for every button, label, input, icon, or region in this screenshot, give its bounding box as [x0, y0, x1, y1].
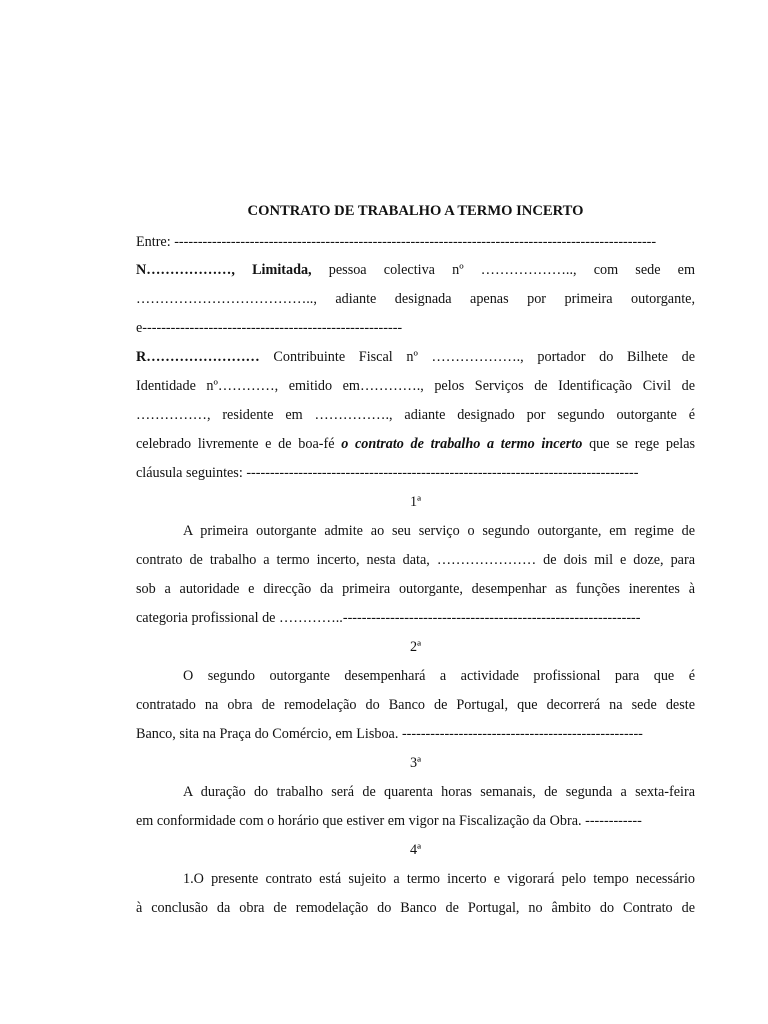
party1-line-3: e------------------------------------------------------- [136, 320, 403, 336]
party2-name: R…………………… [136, 349, 260, 365]
party2-line-5: cláusula seguintes: ----------------------------------------------------------------------------------- [136, 465, 639, 481]
contract-type-emphasis: o contrato de trabalho a termo incerto [341, 436, 583, 452]
party2-line-1 [136, 347, 695, 367]
party2-line4-start: celebrado livremente e de boa-fé [136, 436, 335, 452]
clause-3-number: 3ª [409, 755, 421, 771]
party1-line-1 [136, 260, 695, 280]
clause-3-line: A duração do trabalho será de quarenta horas semanais, de segunda a sexta-feira [183, 784, 695, 800]
clause-1-number: 1ª [409, 494, 421, 510]
clause-1-line: contrato de trabalho a termo incerto, nesta data, ………………… de dois mil e doze, para [136, 552, 695, 568]
party2-line-3: ……………, residente em ……………., adiante designado por segundo outorgante é [136, 407, 695, 423]
clause-3-line: em conformidade com o horário que estiver em vigor na Fiscalização da Obra. ------------ [136, 813, 642, 829]
clause-2-number: 2ª [409, 639, 421, 655]
clause-1-line: sob a autoridade e direcção da primeira outorgante, desempenhar as funções inerentes à [136, 581, 695, 597]
clause-4-line: 1.O presente contrato está sujeito a termo incerto e vigorará pelo tempo necessário [183, 871, 695, 887]
clause-1-line: categoria profissional de …………..--------------------------------------------------------------- [136, 610, 641, 626]
clause-2-line: Banco, sita na Praça do Comércio, em Lisboa. --------------------------------------------------- [136, 726, 643, 742]
party2-line4-end: que se rege pelas [589, 436, 695, 452]
party1-limitada: Limitada, [252, 262, 312, 278]
party2-line-2: Identidade nº…………, emitido em…………., pelos Serviços de Identificação Civil de [136, 378, 695, 394]
clause-2-line: contratado na obra de remodelação do Banco de Portugal, que decorrerá na sede deste [136, 697, 695, 713]
clause-1-line: A primeira outorgante admite ao seu serviço o segundo outorgante, em regime de [183, 523, 695, 539]
parties-intro: Entre: ------------------------------------------------------------------------------------------------------ [136, 234, 657, 250]
document-title: CONTRATO DE TRABALHO A TERMO INCERTO [247, 203, 584, 219]
party1-name: N………………, [136, 262, 235, 278]
party1-line-2: ……………………………….., adiante designada apenas por primeira outorgante, [136, 291, 695, 307]
clause-4-line: à conclusão da obra de remodelação do Banco de Portugal, no âmbito do Contrato de [136, 900, 695, 916]
party2-line1-rest: Contribuinte Fiscal nº ………………., portador do Bilhete de [273, 349, 695, 365]
clause-2-line: O segundo outorgante desempenhará a actividade profissional para que é [183, 668, 695, 684]
clause-4-number: 4ª [409, 842, 421, 858]
party1-line1-rest: pessoa colectiva nº ……………….., com sede em [328, 262, 695, 278]
party2-line-4 [136, 434, 695, 454]
